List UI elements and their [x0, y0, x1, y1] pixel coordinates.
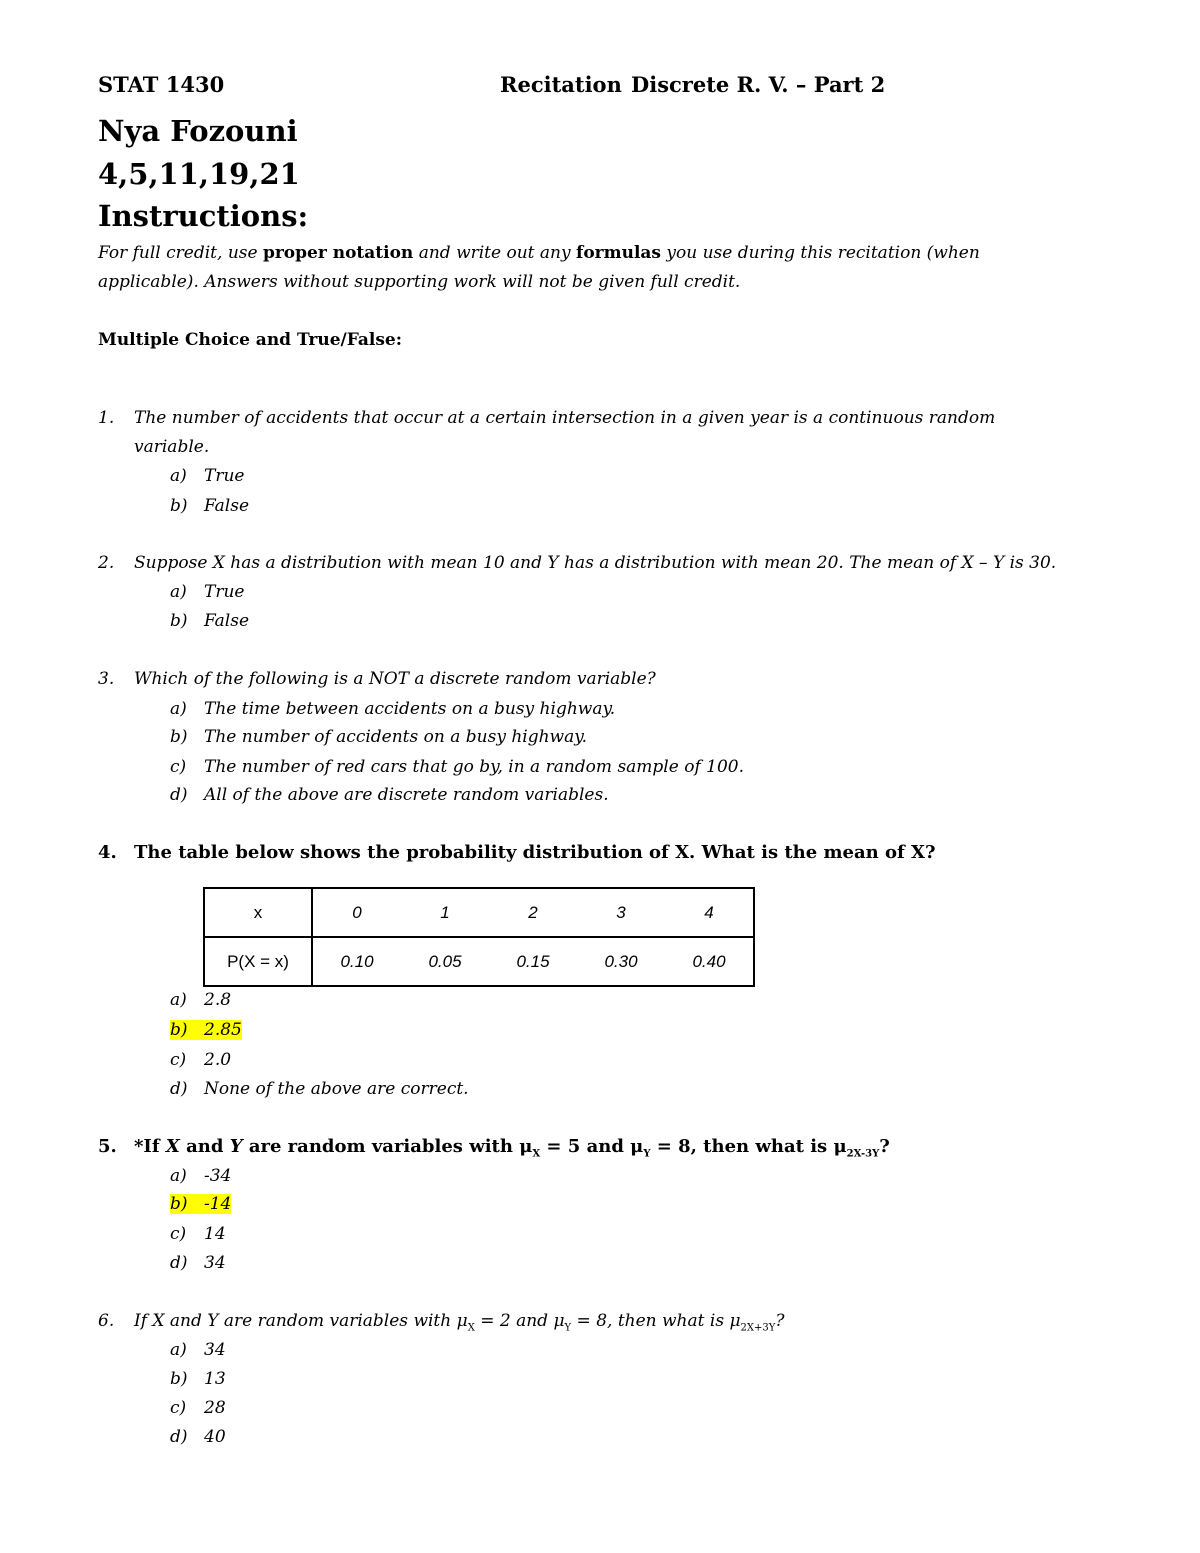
- instr-text-4: applicable). Answers without supporting work will not be given full credit.: [98, 272, 741, 292]
- mu-symbol: μ: [729, 1311, 741, 1331]
- q3-option-a[interactable]: [170, 699, 615, 719]
- student-name: Nya Fozouni: [98, 114, 298, 148]
- section-title: Multiple Choice and True/False:: [98, 330, 403, 350]
- mu-subscript: Y: [564, 1322, 572, 1334]
- option-text: 34: [204, 1340, 226, 1360]
- option-text: All of the above are discrete random variables.: [204, 785, 609, 805]
- option-letter: a): [170, 990, 187, 1010]
- q2-option-a[interactable]: [170, 582, 244, 602]
- q1-option-a[interactable]: [170, 466, 244, 486]
- option-letter: c): [170, 1050, 187, 1070]
- instr-text-1: For full credit, use: [98, 243, 263, 263]
- option-text: The number of accidents on a busy highway.: [204, 727, 587, 747]
- table-cell-x: 4: [665, 888, 754, 937]
- table-cell-p: 0.15: [489, 937, 577, 986]
- option-text: 2.0: [204, 1050, 232, 1070]
- table-row-x: [204, 888, 754, 937]
- mu-subscript: X: [532, 1148, 541, 1160]
- q3-option-c[interactable]: [170, 757, 744, 777]
- highlighted-answer: [170, 1194, 231, 1214]
- option-text: True: [204, 466, 245, 486]
- option-text: 34: [204, 1253, 226, 1273]
- option-letter: c): [170, 757, 187, 777]
- instructions-title: Instructions:: [98, 199, 309, 233]
- option-text: -34: [204, 1166, 232, 1186]
- option-text: The time between accidents on a busy highway.: [204, 699, 616, 719]
- q6-text: [134, 1311, 784, 1333]
- option-text: False: [204, 496, 249, 516]
- q5-var-x: X: [165, 1136, 180, 1157]
- option-text: -14: [204, 1194, 232, 1214]
- instr-bold-1: proper notation: [262, 243, 414, 263]
- option-text: True: [204, 582, 245, 602]
- q4-option-a[interactable]: [170, 990, 231, 1010]
- q1-number: 1.: [98, 408, 115, 428]
- option-text: 28: [204, 1398, 226, 1418]
- option-letter: d): [170, 1427, 188, 1447]
- option-letter: d): [170, 1079, 188, 1099]
- instr-text-2: and write out any: [413, 243, 576, 263]
- mu-subscript: 2X+3Y: [740, 1322, 776, 1334]
- table-cell-p: 0.30: [577, 937, 665, 986]
- q5-part: are random variables with: [242, 1136, 520, 1157]
- table-cell-x: 0: [312, 888, 401, 937]
- q2-number: 2.: [98, 553, 115, 573]
- mu-subscript: 2X-3Y: [846, 1148, 880, 1160]
- option-text: 14: [204, 1224, 226, 1244]
- option-text: False: [204, 611, 249, 631]
- option-letter: b): [170, 1020, 188, 1040]
- table-header-p: P(X = x): [204, 937, 312, 986]
- q3-text: Which of the following is a NOT a discrete random variable?: [134, 669, 656, 689]
- q5-option-c[interactable]: [170, 1224, 226, 1244]
- instr-bold-2: formulas: [576, 243, 661, 263]
- option-letter: a): [170, 1166, 187, 1186]
- q5-option-b[interactable]: [170, 1194, 231, 1214]
- option-letter: d): [170, 785, 188, 805]
- q6-option-d[interactable]: [170, 1427, 226, 1447]
- option-text: 2.85: [204, 1020, 242, 1040]
- q3-option-b[interactable]: [170, 727, 587, 747]
- option-text: 13: [204, 1369, 226, 1389]
- q4-text: The table below shows the probability distribution of X. What is the mean of X?: [134, 842, 936, 863]
- table-cell-p: 0.40: [665, 937, 754, 986]
- q5-part: ?: [879, 1136, 890, 1157]
- q4-option-b[interactable]: [170, 1020, 242, 1040]
- option-text: 2.8: [204, 990, 232, 1010]
- q6-part: = 2 and: [474, 1311, 554, 1331]
- problem-list: 4,5,11,19,21: [98, 157, 300, 191]
- q5-text: [134, 1136, 890, 1160]
- option-letter: c): [170, 1398, 187, 1418]
- q5-number: 5.: [98, 1136, 117, 1157]
- table-row-p: [204, 937, 754, 986]
- highlighted-answer: [170, 1020, 242, 1040]
- q6-number: 6.: [98, 1311, 115, 1331]
- mu-symbol: μ: [456, 1311, 468, 1331]
- q5-part: = 5 and: [540, 1136, 631, 1157]
- q5-part: and: [179, 1136, 230, 1157]
- q4-option-c[interactable]: [170, 1050, 231, 1070]
- table-cell-p: 0.10: [312, 937, 401, 986]
- q3-option-d[interactable]: [170, 785, 609, 805]
- instr-text-3: you use during this recitation (when: [661, 243, 980, 263]
- option-letter: b): [170, 1194, 188, 1214]
- q4-number: 4.: [98, 842, 117, 863]
- option-letter: a): [170, 699, 187, 719]
- table-cell-p: 0.05: [401, 937, 489, 986]
- option-letter: c): [170, 1224, 187, 1244]
- option-letter: a): [170, 466, 187, 486]
- option-letter: b): [170, 496, 188, 516]
- option-text: 40: [204, 1427, 226, 1447]
- course-code: STAT 1430: [98, 72, 225, 97]
- q2-option-b[interactable]: [170, 611, 249, 631]
- q6-option-a[interactable]: [170, 1340, 226, 1360]
- q5-var-y: Y: [229, 1136, 243, 1157]
- option-letter: b): [170, 727, 188, 747]
- option-text: The number of red cars that go by, in a random sample of 100.: [204, 757, 744, 777]
- mu-symbol: μ: [833, 1136, 847, 1157]
- option-letter: b): [170, 611, 188, 631]
- q4-option-d[interactable]: [170, 1079, 469, 1099]
- mu-symbol: μ: [519, 1136, 533, 1157]
- option-letter: a): [170, 582, 187, 602]
- table-cell-x: 1: [401, 888, 489, 937]
- mu-symbol: μ: [553, 1311, 565, 1331]
- q2-text: Suppose X has a distribution with mean 10 and Y has a distribution with mean 20. The mean of X – Y is 30.: [134, 553, 1057, 573]
- table-cell-x: 3: [577, 888, 665, 937]
- q6-part: = 8, then what is: [571, 1311, 730, 1331]
- q6-option-b[interactable]: [170, 1369, 226, 1389]
- table-cell-x: 2: [489, 888, 577, 937]
- instructions-text: [98, 239, 980, 297]
- q6-option-c[interactable]: [170, 1398, 226, 1418]
- q6-part: ?: [775, 1311, 785, 1331]
- mu-subscript: X: [467, 1322, 475, 1334]
- q5-option-d[interactable]: [170, 1253, 226, 1273]
- q1-text-line2: variable.: [134, 437, 210, 457]
- q5-option-a[interactable]: [170, 1166, 231, 1186]
- q5-part: = 8, then what is: [650, 1136, 834, 1157]
- q6-part: If X and Y are random variables with: [134, 1311, 457, 1331]
- table-header-x: x: [204, 888, 312, 937]
- mu-subscript: Y: [643, 1148, 651, 1160]
- recitation-label: Recitation: [500, 72, 622, 97]
- q3-number: 3.: [98, 669, 115, 689]
- option-letter: a): [170, 1340, 187, 1360]
- option-letter: b): [170, 1369, 188, 1389]
- mu-symbol: μ: [630, 1136, 644, 1157]
- q1-text-line1: The number of accidents that occur at a certain intersection in a given year is a continuous random: [134, 408, 996, 428]
- q5-part: *If: [134, 1136, 166, 1157]
- probability-table: [203, 887, 755, 987]
- option-letter: d): [170, 1253, 188, 1273]
- option-text: None of the above are correct.: [204, 1079, 469, 1099]
- q1-option-b[interactable]: [170, 496, 249, 516]
- topic-title: Discrete R. V. – Part 2: [631, 72, 886, 97]
